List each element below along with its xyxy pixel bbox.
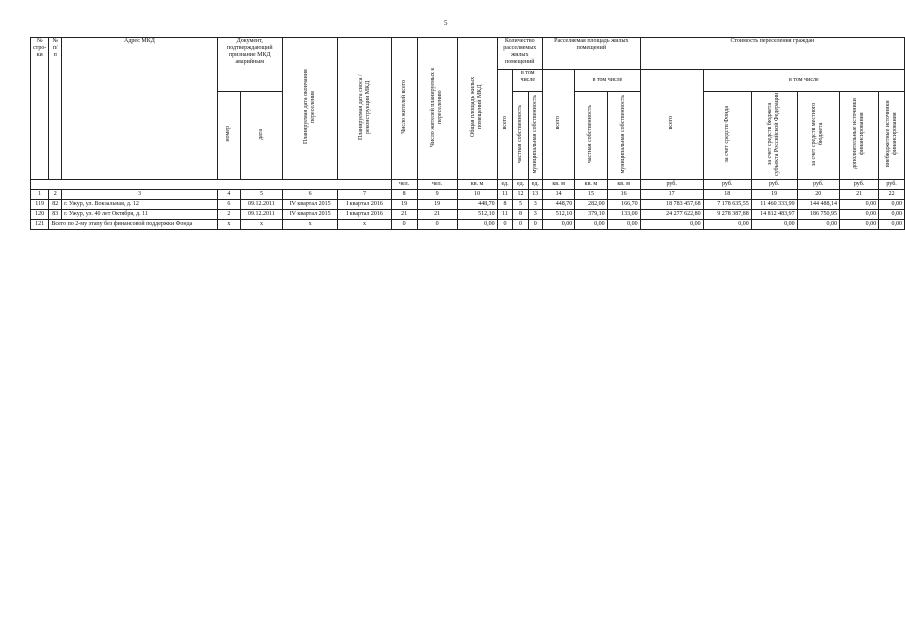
row-cost-subject: 0,00 bbox=[751, 220, 797, 230]
row-total-area: 0,00 bbox=[457, 220, 497, 230]
unit-cell: ед. bbox=[497, 180, 513, 190]
column-number: 12 bbox=[513, 190, 528, 200]
unit-cell: чел. bbox=[417, 180, 457, 190]
row-area-total: 448,70 bbox=[542, 200, 574, 210]
column-number: 21 bbox=[840, 190, 879, 200]
column-number: 5 bbox=[241, 190, 283, 200]
table-row bbox=[31, 210, 905, 220]
header-cost-fund: за счет средств Фонда bbox=[723, 105, 730, 163]
column-number: 1 bbox=[31, 190, 49, 200]
row-doc-number: 6 bbox=[217, 200, 240, 210]
row-doc-date: х bbox=[241, 220, 283, 230]
row-doc-date: 09.12.2011 bbox=[241, 210, 283, 220]
row-number: 120 bbox=[31, 210, 49, 220]
header-area-private: частная собственность bbox=[587, 104, 594, 164]
header-doc-number: номер bbox=[225, 126, 232, 142]
row-rooms-municipal: 3 bbox=[528, 210, 542, 220]
unit-cell: руб. bbox=[751, 180, 797, 190]
unit-cell: ед. bbox=[528, 180, 542, 190]
header-planned-demolition: Планируемая дата сноса / реконструкции МКД bbox=[357, 74, 371, 140]
row-pp: 83 bbox=[49, 210, 62, 220]
row-total-area: 448,70 bbox=[457, 200, 497, 210]
table-row bbox=[31, 200, 905, 210]
row-area-private: 379,10 bbox=[575, 210, 607, 220]
column-number: 6 bbox=[282, 190, 338, 200]
column-number: 7 bbox=[338, 190, 391, 200]
units-row bbox=[31, 180, 905, 190]
unit-cell: кв. м bbox=[575, 180, 607, 190]
row-residents-planned: 19 bbox=[417, 200, 457, 210]
row-number: 121 bbox=[31, 220, 49, 230]
unit-cell: руб. bbox=[797, 180, 839, 190]
header-total-area: Общая площадь жилых помещений МКД bbox=[470, 76, 484, 138]
row-area-private: 282,00 bbox=[575, 200, 607, 210]
row-area-total: 0,00 bbox=[542, 220, 574, 230]
row-address: Всего по 2-му этапу без финансовой поддержки Фонда bbox=[49, 220, 217, 230]
column-number: 14 bbox=[542, 190, 574, 200]
header-area-including: в том числе bbox=[575, 70, 640, 92]
row-area-municipal: 0,00 bbox=[607, 220, 640, 230]
header-cost-total: всего bbox=[668, 116, 675, 130]
row-cost-additional: 0,00 bbox=[840, 210, 879, 220]
row-number: 119 bbox=[31, 200, 49, 210]
row-doc-number: х bbox=[217, 220, 240, 230]
row-address: г. Ужур, ул. Вокзальная, д. 12 bbox=[62, 200, 218, 210]
row-cost-total: 18 783 457,68 bbox=[640, 200, 703, 210]
column-number: 10 bbox=[457, 190, 497, 200]
column-number: 11 bbox=[497, 190, 513, 200]
row-cost-local: 144 488,14 bbox=[797, 200, 839, 210]
row-rooms-total: 11 bbox=[497, 210, 513, 220]
column-number: 3 bbox=[62, 190, 218, 200]
row-rooms-total: 0 bbox=[497, 220, 513, 230]
column-number: 22 bbox=[879, 190, 905, 200]
header-cost-including: в том числе bbox=[703, 70, 904, 92]
row-cost-total: 0,00 bbox=[640, 220, 703, 230]
page-number: 5 bbox=[444, 19, 448, 27]
column-number: 13 bbox=[528, 190, 542, 200]
column-number: 4 bbox=[217, 190, 240, 200]
header-row-no: № стро-ки bbox=[31, 38, 49, 180]
column-number: 19 bbox=[751, 190, 797, 200]
row-demolish-date: I квартал 2016 bbox=[338, 210, 391, 220]
unit-cell: руб. bbox=[879, 180, 905, 190]
row-rooms-total: 8 bbox=[497, 200, 513, 210]
row-cost-additional: 0,00 bbox=[840, 200, 879, 210]
row-residents-planned: 21 bbox=[417, 210, 457, 220]
header-rooms-including: в том числе bbox=[513, 70, 543, 92]
row-pp: 82 bbox=[49, 200, 62, 210]
unit-cell: руб. bbox=[840, 180, 879, 190]
row-demolish-date: х bbox=[338, 220, 391, 230]
header-cost: Стоимость переселения граждан bbox=[640, 38, 904, 70]
row-cost-nonbudget: 0,00 bbox=[879, 220, 905, 230]
row-area-private: 0,00 bbox=[575, 220, 607, 230]
header-planned-resettlement: Планируемая дата окончания переселения bbox=[303, 69, 317, 145]
header-area-municipal: муниципальная собственность bbox=[620, 94, 627, 174]
header-doc-date: дата bbox=[257, 128, 264, 140]
row-cost-total: 24 277 622,80 bbox=[640, 210, 703, 220]
row-cost-fund: 0,00 bbox=[703, 220, 751, 230]
resettlement-table bbox=[30, 37, 905, 230]
row-rooms-municipal: 3 bbox=[528, 200, 542, 210]
row-rooms-private: 0 bbox=[513, 220, 528, 230]
row-cost-nonbudget: 0,00 bbox=[879, 200, 905, 210]
row-residents-total: 19 bbox=[391, 200, 417, 210]
column-number: 15 bbox=[575, 190, 607, 200]
unit-cell: руб. bbox=[640, 180, 703, 190]
row-resettle-date: IV квартал 2015 bbox=[282, 200, 338, 210]
row-rooms-private: 5 bbox=[513, 200, 528, 210]
row-address: г. Ужур, ул. 40 лет Октября, д. 11 bbox=[62, 210, 218, 220]
row-area-municipal: 133,00 bbox=[607, 210, 640, 220]
header-document: Документ, подтверждающий признание МКД аварийным bbox=[217, 38, 282, 92]
column-number: 20 bbox=[797, 190, 839, 200]
header-cost-local: за счет средств местного бюджета bbox=[811, 102, 825, 166]
row-residents-total: 0 bbox=[391, 220, 417, 230]
unit-cell: кв. м bbox=[542, 180, 574, 190]
row-cost-nonbudget: 0,00 bbox=[879, 210, 905, 220]
header-pp: № п/п bbox=[49, 38, 62, 180]
row-cost-subject: 11 460 333,99 bbox=[751, 200, 797, 210]
header-area-total: всего bbox=[555, 116, 562, 130]
column-number: 18 bbox=[703, 190, 751, 200]
row-resettle-date: х bbox=[282, 220, 338, 230]
header-cost-nonbudget: внебюджетные источники финансирования bbox=[884, 100, 898, 168]
column-number: 8 bbox=[391, 190, 417, 200]
header-residents-total: Число жителей всего bbox=[400, 80, 407, 134]
row-cost-local: 0,00 bbox=[797, 220, 839, 230]
row-doc-number: 2 bbox=[217, 210, 240, 220]
row-rooms-private: 8 bbox=[513, 210, 528, 220]
column-number: 9 bbox=[417, 190, 457, 200]
row-cost-fund: 7 178 635,55 bbox=[703, 200, 751, 210]
row-rooms-municipal: 0 bbox=[528, 220, 542, 230]
row-cost-fund: 9 278 387,88 bbox=[703, 210, 751, 220]
row-resettle-date: IV квартал 2015 bbox=[282, 210, 338, 220]
unit-cell: руб. bbox=[703, 180, 751, 190]
row-demolish-date: I квартал 2016 bbox=[338, 200, 391, 210]
row-total-area: 512,10 bbox=[457, 210, 497, 220]
header-cost-additional: дополнительные источники финансирования bbox=[852, 98, 866, 170]
row-area-total: 512,10 bbox=[542, 210, 574, 220]
table-total-row bbox=[31, 220, 905, 230]
header-address: Адрес МКД bbox=[62, 38, 218, 180]
row-residents-total: 21 bbox=[391, 210, 417, 220]
column-number: 2 bbox=[49, 190, 62, 200]
unit-cell: чел. bbox=[391, 180, 417, 190]
header-residents-planned: Число жителей планируемых к переселению bbox=[430, 67, 444, 147]
row-residents-planned: 0 bbox=[417, 220, 457, 230]
row-area-municipal: 166,70 bbox=[607, 200, 640, 210]
unit-cell: ед. bbox=[513, 180, 528, 190]
row-doc-date: 09.12.2011 bbox=[241, 200, 283, 210]
unit-cell: кв. м bbox=[607, 180, 640, 190]
header-row-1 bbox=[31, 38, 905, 70]
row-cost-additional: 0,00 bbox=[840, 220, 879, 230]
unit-cell: кв. м bbox=[457, 180, 497, 190]
row-cost-subject: 14 812 483,97 bbox=[751, 210, 797, 220]
header-rooms-count: Количество расселяемых жилых помещений bbox=[497, 38, 542, 70]
column-number: 17 bbox=[640, 190, 703, 200]
column-number: 16 bbox=[607, 190, 640, 200]
header-rooms-municipal: муниципальная собственность bbox=[531, 94, 538, 174]
header-cost-subject: за счет средств бюджета субъекта Российской Федерации bbox=[767, 92, 781, 176]
column-number-row bbox=[31, 190, 905, 200]
row-cost-local: 186 750,95 bbox=[797, 210, 839, 220]
header-rooms-total: всего bbox=[501, 116, 508, 130]
header-rooms-private: частная собственность bbox=[517, 104, 524, 164]
header-area-resettled: Расселяемая площадь жилых помещений bbox=[542, 38, 640, 70]
